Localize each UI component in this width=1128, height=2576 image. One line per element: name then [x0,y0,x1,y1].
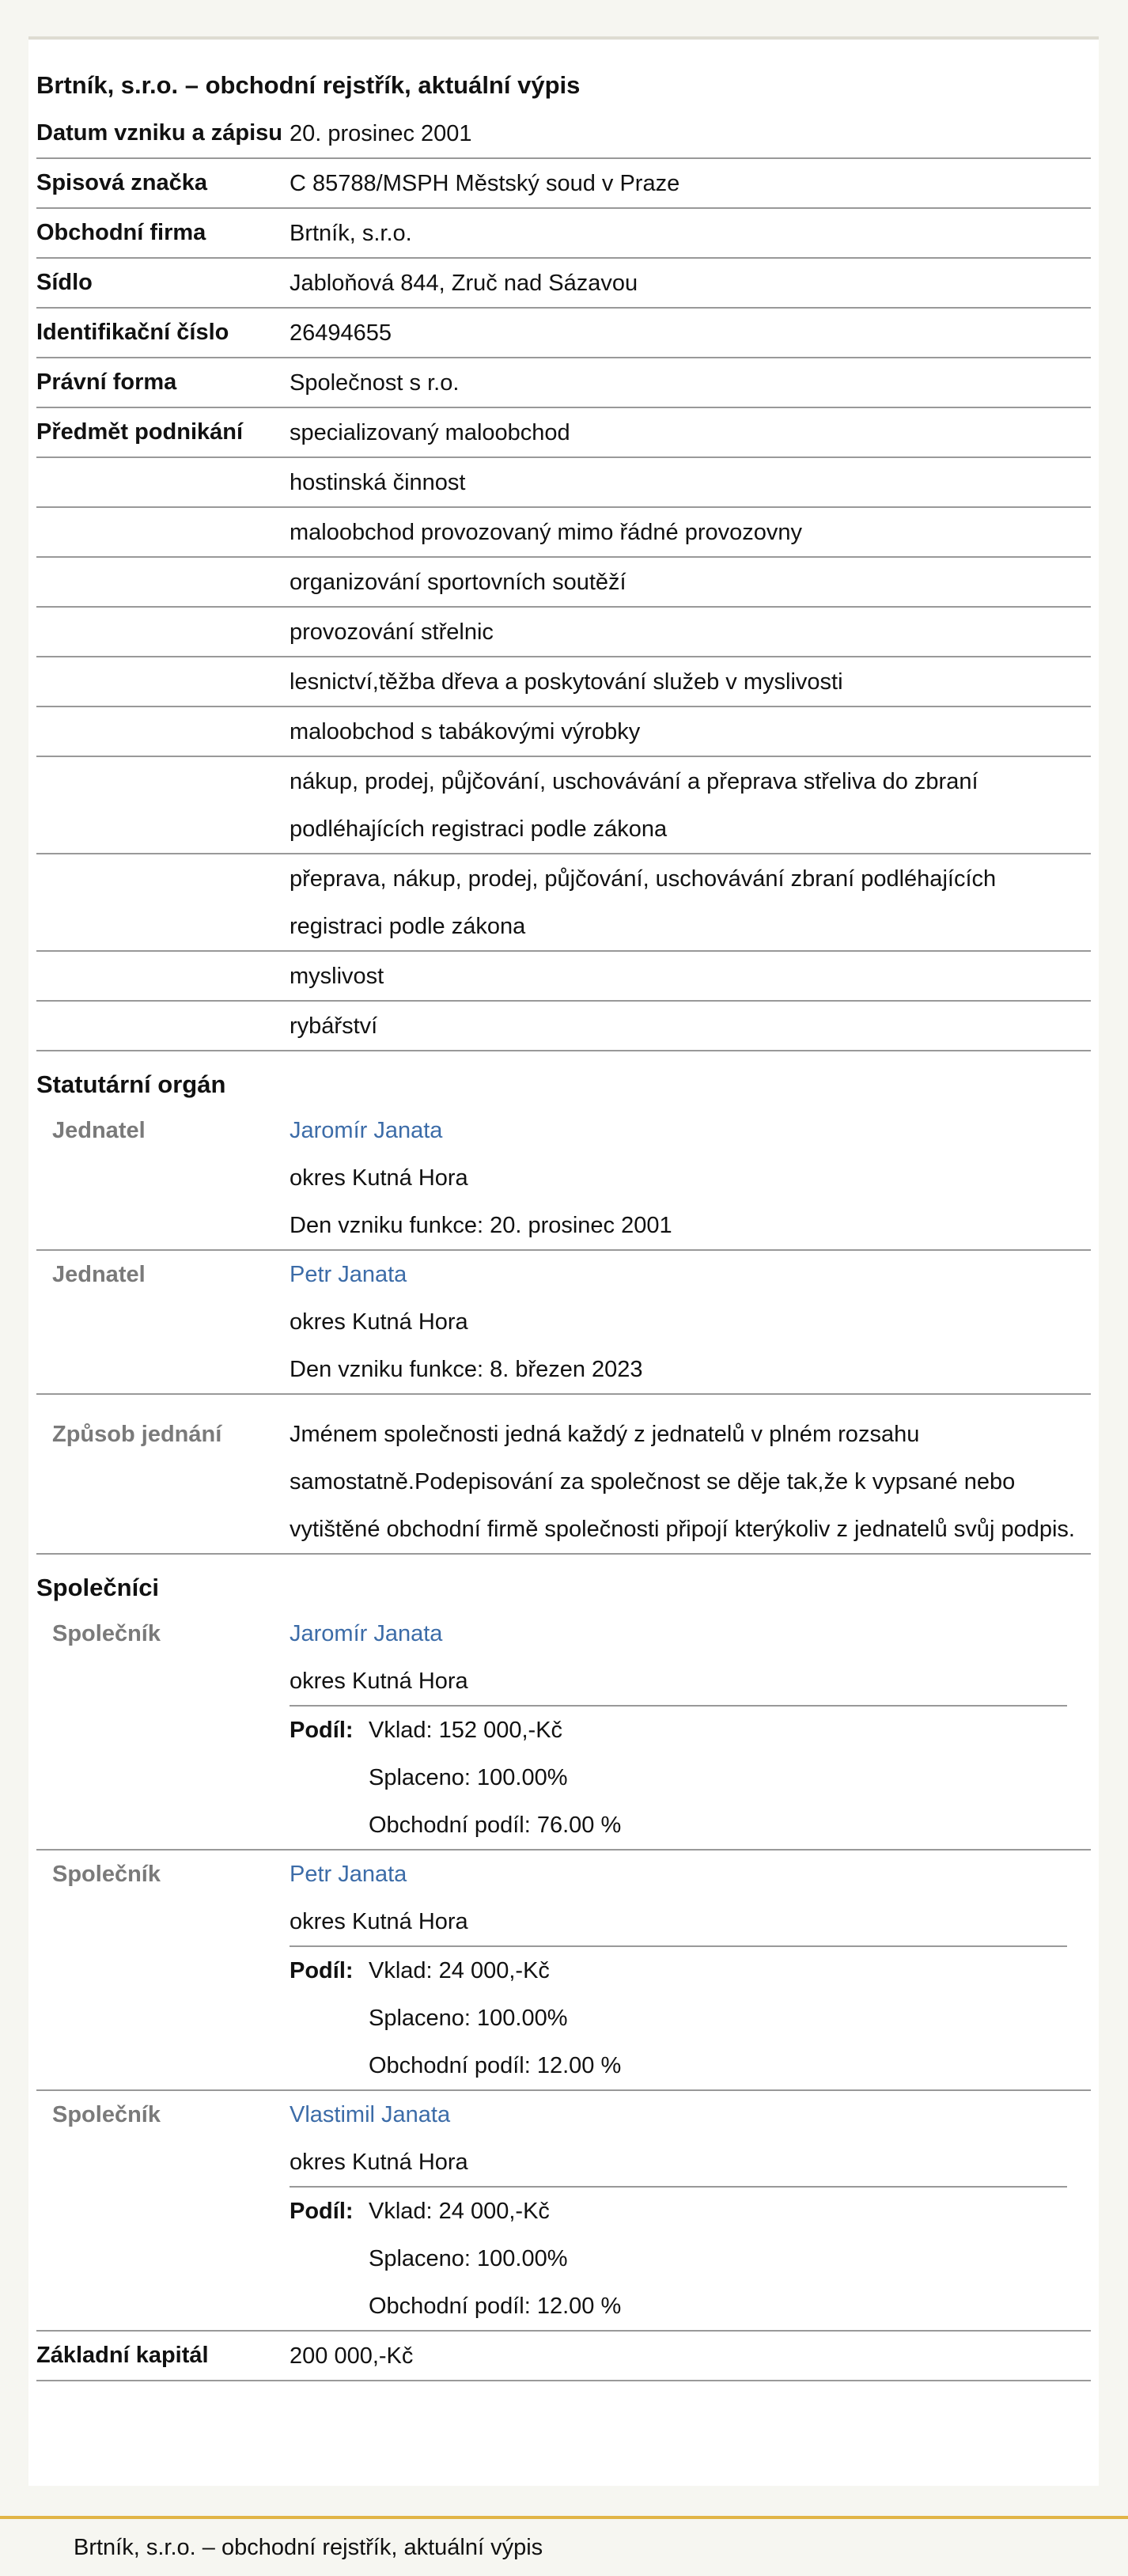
person-link[interactable]: Jaromír Janata [290,1118,443,1143]
podil-label: Podíl: [290,1958,354,1983]
member-details [290,1851,1091,2089]
splaceno-value: Splaceno: 100.00% [369,1765,568,1790]
label-empty [36,458,290,506]
row-predmet-10 [36,1002,1091,1051]
share-values [369,2188,1067,2330]
label-empty [36,608,290,656]
label-empty [36,707,290,756]
value-datum-vzniku: 20. prosinec 2001 [290,121,472,146]
row-predmet-6 [36,707,1091,757]
predmet-item: maloobchod provozovaný mimo řádné provozovny [290,520,803,545]
label-predmet-podnikani: Předmět podnikání [36,419,244,445]
label-obchodni-firma: Obchodní firma [36,220,206,245]
label-empty [36,952,290,1000]
predmet-item: hostinská činnost [290,470,466,495]
role-label: Společník [52,1862,161,1887]
spolecnik-member [36,1851,1091,2091]
value-spisova-znacka: C 85788/MSPH Městský soud v Praze [290,171,680,196]
predmet-item: rybářství [290,1013,378,1039]
share-values [369,1707,1067,1849]
predmet-item: maloobchod s tabákovými výrobky [290,719,641,744]
statutar-member [36,1107,1091,1251]
row-obchodni-firma [36,209,1091,259]
vklad-value: Vklad: 24 000,-Kč [369,1958,550,1983]
member-details [290,1610,1091,1849]
statutar-member [36,1251,1091,1395]
label-pravni-forma: Právní forma [36,369,177,395]
person-okres: okres Kutná Hora [290,1669,468,1694]
row-predmet-0 [36,408,1091,458]
row-predmet-4 [36,608,1091,657]
predmet-item: nákup, prodej, půjčování, uschovávání a přeprava střeliva do zbraní podléhajících registraci podle zákona [290,769,978,842]
label-empty [36,1002,290,1050]
person-okres: okres Kutná Hora [290,1165,468,1191]
splaceno-value: Splaceno: 100.00% [369,2006,568,2031]
row-predmet-7 [36,757,1091,854]
row-zakladni-kapital [36,2332,1091,2381]
person-okres: okres Kutná Hora [290,1309,468,1335]
label-sidlo: Sídlo [36,270,93,295]
person-link[interactable]: Jaromír Janata [290,1621,443,1646]
role-label: Společník [52,1621,161,1646]
label-ic: Identifikační číslo [36,320,229,345]
section-statutarni-organ: Statutární orgán [36,1070,226,1098]
share-block [290,1945,1067,2089]
label-empty [36,657,290,706]
row-predmet-8 [36,854,1091,952]
member-details [290,1251,1091,1393]
obchodni-podil-value: Obchodní podíl: 76.00 % [369,1813,622,1838]
person-link[interactable]: Petr Janata [290,1862,407,1887]
person-funkce: Den vzniku funkce: 8. březen 2023 [290,1357,643,1382]
member-details [290,1107,1091,1249]
person-link[interactable]: Petr Janata [290,1262,407,1287]
podil-label: Podíl: [290,2199,354,2224]
role-label: Jednatel [52,1118,146,1143]
label-empty [36,854,290,950]
label-empty [36,757,290,853]
zpusob-jednani-value: Jménem společnosti jedná každý z jednatelů v plném rozsahu samostatně.Podepisování za společnost se děje tak,že k vypsané nebo vytištěné obchodní firmě společnosti připojí kterýkoliv z jednatelů svůj podpis. [290,1422,1075,1542]
person-okres: okres Kutná Hora [290,1909,468,1934]
row-predmet-5 [36,657,1091,707]
row-predmet-2 [36,508,1091,558]
predmet-item: organizování sportovních soutěží [290,570,626,595]
role-label: Společník [52,2102,161,2127]
splaceno-value: Splaceno: 100.00% [369,2246,568,2271]
predmet-item: přeprava, nákup, prodej, půjčování, uschovávání zbraní podléhajících registraci podle zákona [290,866,997,939]
spolecnik-member [36,2091,1091,2332]
value-ic: 26494655 [290,320,392,346]
label-empty [36,508,290,556]
podil-label: Podíl: [290,1718,354,1743]
zpusob-jednani-row [36,1395,1091,1555]
row-datum-vzniku [36,109,1091,159]
role-label: Jednatel [52,1262,146,1287]
predmet-item: lesnictví,těžba dřeva a poskytování služeb v myslivosti [290,669,843,695]
value-pravni-forma: Společnost s r.o. [290,370,460,396]
person-link[interactable]: Vlastimil Janata [290,2102,451,2127]
predmet-item: specializovaný maloobchod [290,420,570,445]
row-predmet-3 [36,558,1091,608]
value-sidlo: Jabloňová 844, Zruč nad Sázavou [290,271,638,296]
predmet-item: provozování střelnic [290,619,494,645]
page-title: Brtník, s.r.o. – obchodní rejstřík, aktuální výpis [36,71,581,99]
member-details [290,2091,1091,2330]
value-obchodni-firma: Brtník, s.r.o. [290,221,412,246]
footer-title: Brtník, s.r.o. – obchodní rejstřík, aktuální výpis [74,2535,543,2560]
registry-card [28,40,1099,2486]
person-okres: okres Kutná Hora [290,2150,468,2175]
vklad-value: Vklad: 24 000,-Kč [369,2199,550,2224]
row-predmet-1 [36,458,1091,508]
section-spolecnici: Společníci [36,1574,160,1601]
row-pravni-forma [36,358,1091,408]
share-block [290,1705,1067,1849]
share-block [290,2186,1067,2330]
label-datum-vzniku: Datum vzniku a zápisu [36,120,283,146]
vklad-value: Vklad: 152 000,-Kč [369,1718,563,1743]
label-zakladni-kapital: Základní kapitál [36,2343,209,2368]
row-spisova-znacka [36,159,1091,209]
predmet-item: myslivost [290,964,384,989]
label-spisova-znacka: Spisová značka [36,170,207,195]
row-sidlo [36,259,1091,309]
row-predmet-9 [36,952,1091,1002]
row-ic [36,309,1091,358]
spolecnik-member [36,1610,1091,1851]
obchodni-podil-value: Obchodní podíl: 12.00 % [369,2053,622,2078]
value-zakladni-kapital: 200 000,-Kč [290,2343,414,2369]
label-empty [36,558,290,606]
obchodni-podil-value: Obchodní podíl: 12.00 % [369,2294,622,2319]
footer-accent-line [0,2516,1128,2519]
share-values [369,1947,1067,2089]
zpusob-jednani-label: Způsob jednání [52,1422,222,1447]
person-funkce: Den vzniku funkce: 20. prosinec 2001 [290,1213,672,1238]
